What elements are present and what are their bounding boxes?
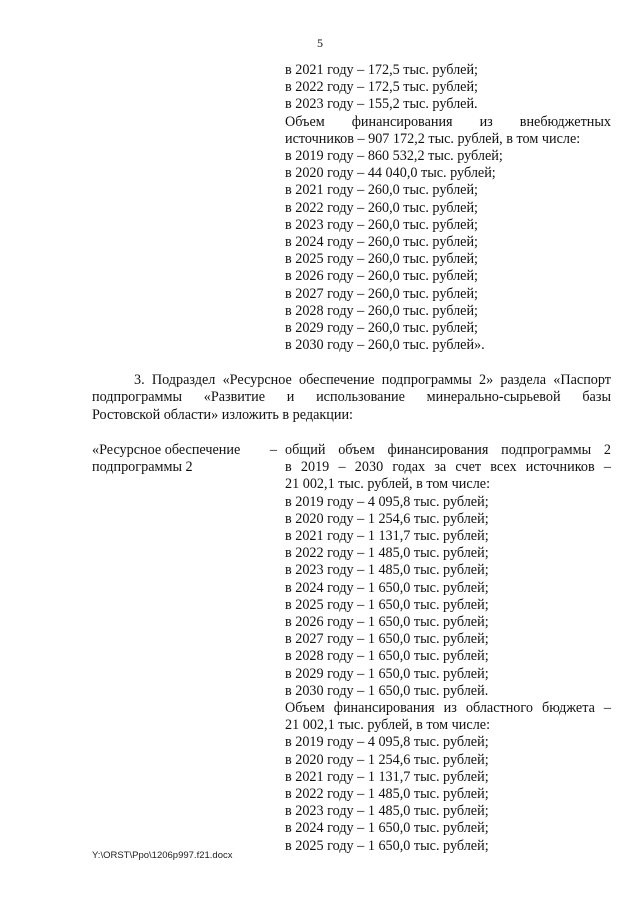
funding-line: в 2019 году – 4 095,8 тыс. рублей; [285, 734, 489, 751]
funding-line: в 2023 году – 260,0 тыс. рублей; [285, 216, 478, 233]
page-number: 5 [317, 36, 323, 50]
funding-line: в 2024 году – 260,0 тыс. рублей; [285, 234, 478, 251]
funding-line: в 2024 году – 1 650,0 тыс. рублей; [285, 820, 489, 837]
file-path-footer: Y:\ORST\Ppo\1206p997.f21.docx [92, 850, 233, 861]
funding-line: в 2029 году – 260,0 тыс. рублей; [285, 320, 478, 337]
funding-line: в 2027 году – 260,0 тыс. рублей; [285, 285, 478, 302]
paragraph-line: 3. Подраздел «Ресурсное обеспечение подпрограммы 2» раздела «Паспорт [134, 372, 611, 388]
funding-line: Объем финансирования из внебюджетных [285, 113, 611, 130]
funding-line: в 2025 году – 1 650,0 тыс. рублей; [285, 837, 489, 854]
funding-line: источников – 907 172,2 тыс. рублей, в том числе: [285, 130, 581, 147]
funding-line: общий объем финансирования подпрограммы 2 [285, 442, 611, 458]
funding-line: в 2019 году – 4 095,8 тыс. рублей; [285, 493, 489, 510]
funding-line: в 2022 году – 172,5 тыс. рублей; [285, 79, 478, 96]
resource-label-dash: – [269, 442, 277, 458]
funding-line: в 2022 году – 1 485,0 тыс. рублей; [285, 786, 489, 803]
funding-line: в 2026 году – 260,0 тыс. рублей; [285, 268, 478, 285]
paragraph-line: подпрограммы «Развитие и использование минерально-сырьевой базы [92, 389, 611, 406]
funding-line: в 2028 году – 260,0 тыс. рублей; [285, 302, 478, 319]
funding-line: 21 002,1 тыс. рублей, в том числе: [285, 717, 491, 734]
funding-line: в 2020 году – 44 040,0 тыс. рублей; [285, 165, 496, 182]
funding-line: в 2021 году – 1 131,7 тыс. рублей; [285, 528, 489, 545]
funding-block-2 [285, 442, 611, 855]
funding-line: в 2026 году – 1 650,0 тыс. рублей; [285, 614, 489, 631]
funding-line: в 2023 году – 1 485,0 тыс. рублей; [285, 562, 489, 579]
funding-line: в 2022 году – 260,0 тыс. рублей; [285, 199, 478, 216]
funding-line: в 2025 году – 260,0 тыс. рублей; [285, 251, 478, 268]
funding-line: в 2020 году – 1 254,6 тыс. рублей; [285, 751, 489, 768]
funding-line: в 2019 – 2030 годах за счет всех источников – [285, 459, 611, 476]
funding-line: в 2021 году – 172,5 тыс. рублей; [285, 62, 478, 78]
funding-line: в 2024 году – 1 650,0 тыс. рублей; [285, 579, 489, 596]
funding-line: в 2028 году – 1 650,0 тыс. рублей; [285, 648, 489, 665]
funding-line: в 2021 году – 260,0 тыс. рублей; [285, 182, 478, 199]
funding-line: в 2019 году – 860 532,2 тыс. рублей; [285, 148, 503, 165]
resource-label [92, 442, 277, 476]
funding-line: в 2021 году – 1 131,7 тыс. рублей; [285, 768, 489, 785]
funding-line: в 2025 году – 1 650,0 тыс. рублей; [285, 596, 489, 613]
paragraph-3 [92, 372, 611, 424]
resource-label-line2: подпрограммы 2 [92, 459, 193, 476]
funding-line: в 2027 году – 1 650,0 тыс. рублей; [285, 631, 489, 648]
funding-line: в 2022 году – 1 485,0 тыс. рублей; [285, 545, 489, 562]
funding-line: в 2023 году – 155,2 тыс. рублей. [285, 96, 478, 113]
funding-block-1 [285, 62, 611, 354]
funding-line: в 2023 году – 1 485,0 тыс. рублей; [285, 803, 489, 820]
resource-label-line1: «Ресурсное обеспечение [92, 442, 241, 458]
funding-line: 21 002,1 тыс. рублей, в том числе: [285, 476, 491, 493]
funding-line: в 2030 году – 1 650,0 тыс. рублей. [285, 682, 489, 699]
funding-line: Объем финансирования из областного бюджета – [285, 700, 611, 717]
paragraph-line: Ростовской области» изложить в редакции: [92, 406, 353, 423]
funding-line: в 2029 году – 1 650,0 тыс. рублей; [285, 665, 489, 682]
funding-line: в 2030 году – 260,0 тыс. рублей». [285, 337, 485, 354]
funding-line: в 2020 году – 1 254,6 тыс. рублей; [285, 510, 489, 527]
